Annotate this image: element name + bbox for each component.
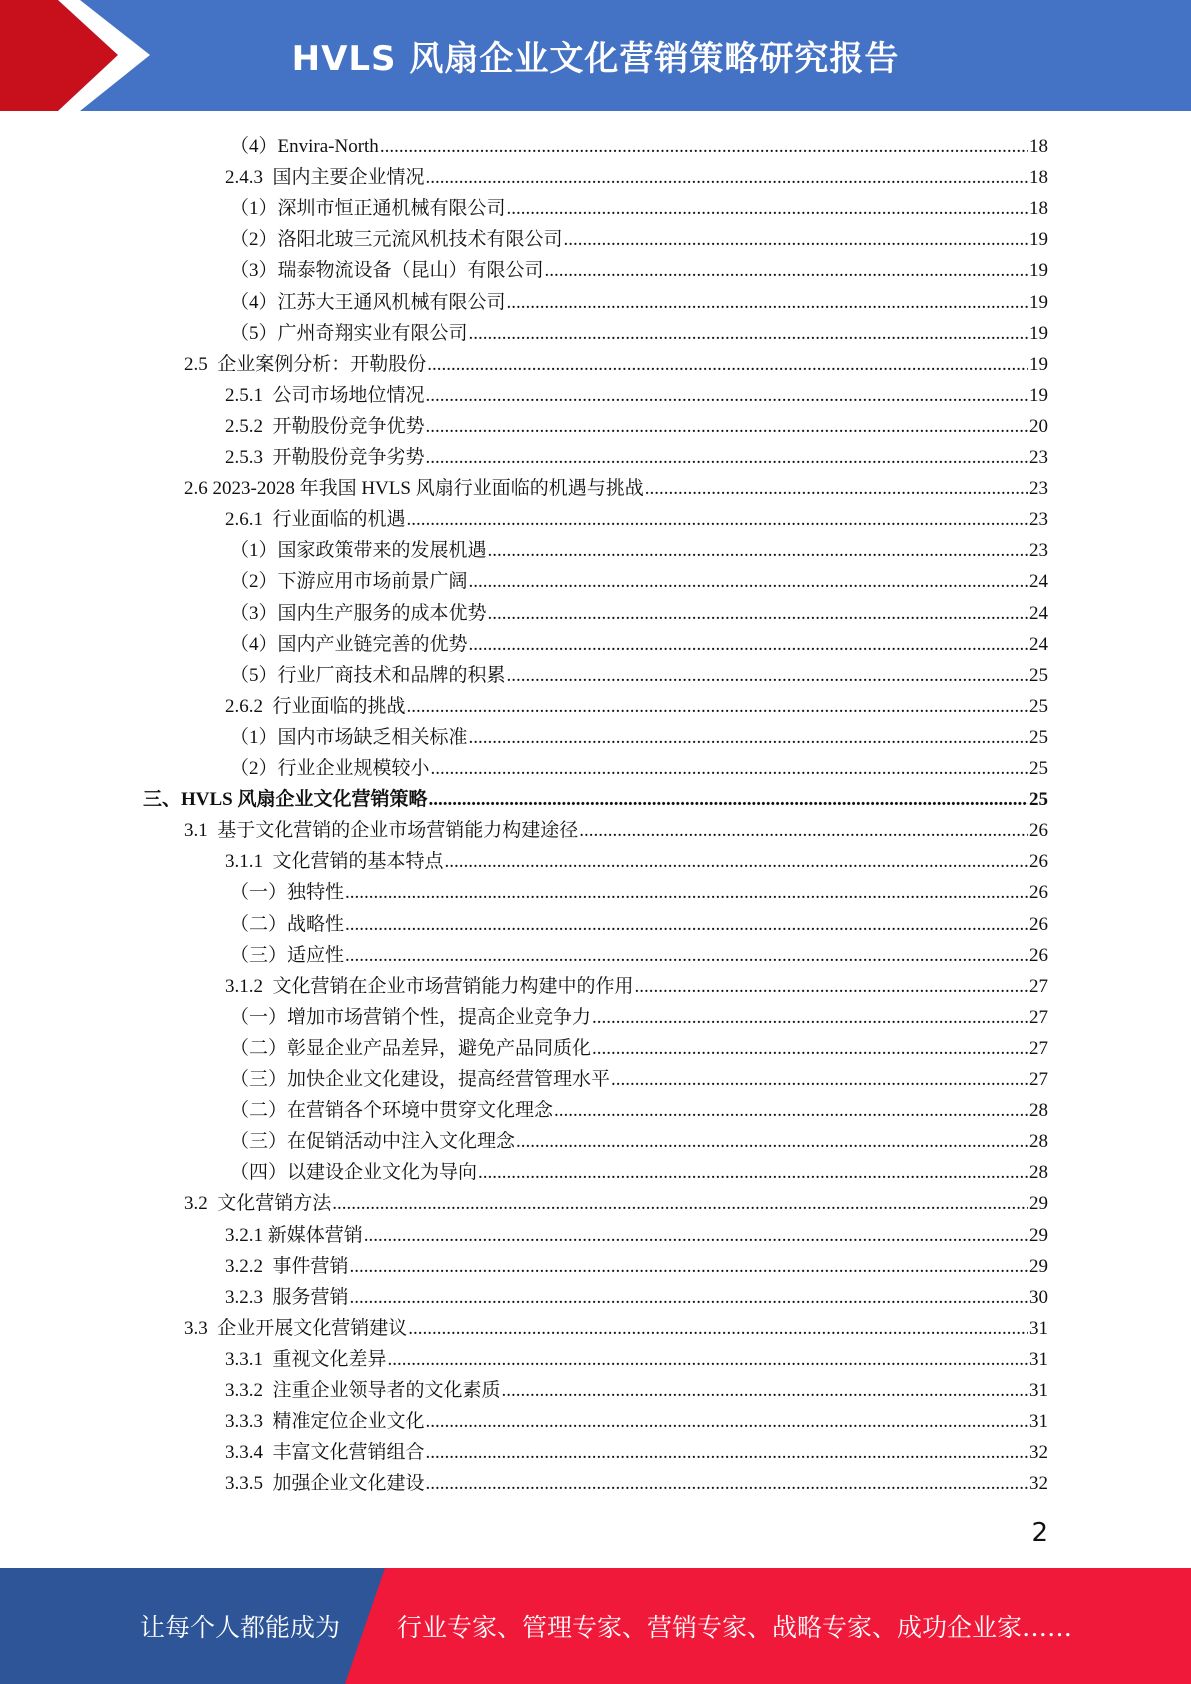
- toc-entry-label: 3.2.2 事件营销: [225, 1255, 349, 1277]
- toc-dot-leader: [445, 850, 1028, 874]
- toc-entry-page: 28: [1029, 1162, 1048, 1184]
- toc-entry-label: 2.6.2 行业面临的挑战: [225, 695, 406, 717]
- toc-entry-label: （三）适应性: [230, 944, 345, 966]
- toc-dot-leader: [564, 228, 1028, 252]
- toc-entry-page: 31: [1029, 1317, 1048, 1339]
- toc-entry[interactable]: [230, 315, 1048, 346]
- toc-entry[interactable]: [225, 1372, 1048, 1403]
- toc-entry-label: 2.5.2 开勒股份竞争优势: [225, 415, 425, 437]
- toc-entry-label: （1）国家政策带来的发展机遇: [230, 540, 487, 562]
- toc-entry-page: 26: [1029, 913, 1048, 935]
- toc-entry[interactable]: [225, 1248, 1048, 1279]
- toc-dot-leader: [345, 881, 1028, 905]
- toc-entry[interactable]: [230, 874, 1048, 905]
- toc-entry-page: 27: [1029, 1037, 1048, 1059]
- toc-dot-leader: [488, 539, 1028, 563]
- toc-entry[interactable]: [225, 377, 1048, 408]
- toc-dot-leader: [408, 1317, 1028, 1341]
- toc-entry-label: 3.2 文化营销方法: [184, 1193, 332, 1215]
- toc-entry[interactable]: [230, 532, 1048, 563]
- toc-dot-leader: [507, 664, 1028, 688]
- toc-entry-page: 27: [1029, 975, 1048, 997]
- toc-entry[interactable]: [230, 906, 1048, 937]
- footer-slogan-left: 让每个人都能成为: [140, 1613, 341, 1642]
- toc-entry-label: （二）彰显企业产品差异，避免产品同质化: [230, 1037, 592, 1059]
- toc-entry-page: 28: [1029, 1100, 1048, 1122]
- toc-entry-label: （1）深圳市恒正通机械有限公司: [230, 198, 506, 220]
- toc-entry-page: 24: [1029, 602, 1048, 624]
- toc-entry-label: 3.3.3 精准定位企业文化: [225, 1411, 425, 1433]
- toc-dot-leader: [469, 726, 1028, 750]
- toc-dot-leader: [426, 1441, 1028, 1465]
- toc-dot-leader: [426, 166, 1028, 190]
- toc-entry-label: （一）独特性: [230, 882, 345, 904]
- toc-dot-leader: [431, 757, 1028, 781]
- toc-entry-label: （2）洛阳北玻三元流风机技术有限公司: [230, 229, 563, 251]
- report-title: HVLS 风扇企业文化营销策略研究报告: [291, 39, 900, 79]
- toc-entry[interactable]: [230, 1092, 1048, 1123]
- toc-entry-page: 26: [1029, 851, 1048, 873]
- toc-entry-label: 2.5 企业案例分析：开勒股份: [184, 353, 427, 375]
- toc-entry-label: （3）国内生产服务的成本优势: [230, 602, 487, 624]
- toc-entry-label: 2.6 2023-2028 年我国 HVLS 风扇行业面临的机遇与挑战: [184, 478, 644, 500]
- toc-entry-label: 三、HVLS 风扇企业文化营销策略: [143, 789, 428, 811]
- toc-entry[interactable]: [225, 843, 1048, 874]
- toc-entry-page: 19: [1029, 229, 1048, 251]
- toc-dot-leader: [635, 975, 1028, 999]
- toc-entry[interactable]: [143, 781, 1048, 812]
- toc-entry-page: 29: [1029, 1193, 1048, 1215]
- toc-entry-page: 18: [1029, 167, 1048, 189]
- toc-dot-leader: [427, 353, 1028, 377]
- toc-entry-page: 31: [1029, 1348, 1048, 1370]
- toc-entry[interactable]: [230, 1123, 1048, 1154]
- toc-entry[interactable]: [230, 128, 1048, 159]
- toc-entry[interactable]: [225, 439, 1048, 470]
- toc-dot-leader: [478, 1161, 1028, 1185]
- toc-entry-page: 30: [1029, 1286, 1048, 1308]
- toc-dot-leader: [545, 259, 1028, 283]
- toc-dot-leader: [426, 384, 1028, 408]
- toc-dot-leader: [426, 1472, 1028, 1496]
- toc-entry-label: （四）以建设企业文化为导向: [230, 1162, 478, 1184]
- toc-entry[interactable]: [230, 937, 1048, 968]
- toc-entry-label: （一）增加市场营销个性，提高企业竞争力: [230, 1006, 592, 1028]
- toc-entry-label: 3.2.1 新媒体营销: [225, 1224, 363, 1246]
- toc-dot-leader: [469, 570, 1028, 594]
- toc-entry[interactable]: [184, 346, 1048, 377]
- toc-entry[interactable]: [225, 968, 1048, 999]
- toc-dot-leader: [388, 1348, 1028, 1372]
- toc-dot-leader: [426, 415, 1028, 439]
- toc-entry[interactable]: [225, 1434, 1048, 1465]
- toc-entry-label: （5）行业厂商技术和品牌的积累: [230, 664, 506, 686]
- toc-entry-page: 23: [1029, 447, 1048, 468]
- toc-dot-leader: [507, 197, 1028, 221]
- toc-entry-page: 26: [1029, 944, 1048, 966]
- toc-entry[interactable]: [184, 470, 1048, 501]
- toc-entry-page: 26: [1029, 882, 1048, 904]
- page-header: [0, 0, 1191, 111]
- toc-entry-label: 2.4.3 国内主要企业情况: [225, 167, 425, 189]
- toc-dot-leader: [345, 913, 1028, 937]
- toc-dot-leader: [592, 1006, 1028, 1030]
- toc-entry-label: （4）江苏大王通风机械有限公司: [230, 291, 506, 313]
- toc-entry[interactable]: [225, 1465, 1048, 1496]
- toc-dot-leader: [350, 1255, 1028, 1279]
- toc-entry-page: 31: [1029, 1411, 1048, 1433]
- toc-entry-page: 24: [1029, 633, 1048, 655]
- toc-entry-label: （三）在促销活动中注入文化理念: [230, 1131, 516, 1153]
- toc-entry[interactable]: [230, 563, 1048, 594]
- toc-entry-label: （4）国内产业链完善的优势: [230, 633, 468, 655]
- toc-entry-page: 19: [1029, 353, 1048, 375]
- toc-entry-page: 18: [1029, 136, 1048, 157]
- toc-dot-leader: [611, 1068, 1028, 1092]
- toc-entry[interactable]: [184, 812, 1048, 843]
- toc-entry-page: 24: [1029, 571, 1048, 593]
- toc-dot-leader: [579, 819, 1028, 843]
- toc-entry-label: 3.3.1 重视文化差异: [225, 1348, 387, 1370]
- toc-entry-label: （二）战略性: [230, 913, 345, 935]
- toc-entry[interactable]: [230, 1030, 1048, 1061]
- toc-dot-leader: [645, 477, 1028, 501]
- toc-entry[interactable]: [230, 252, 1048, 283]
- toc-entry-label: 3.1.1 文化营销的基本特点: [225, 851, 444, 873]
- page-footer: [0, 1568, 1191, 1684]
- toc-entry-page: 19: [1029, 260, 1048, 282]
- toc-entry-label: （二）在营销各个环境中贯穿文化理念: [230, 1100, 554, 1122]
- toc-entry-label: （1）国内市场缺乏相关标准: [230, 726, 468, 748]
- toc-dot-leader: [592, 1037, 1028, 1061]
- toc-dot-leader: [426, 446, 1028, 470]
- toc-entry-page: 25: [1029, 789, 1048, 811]
- toc-entry-label: 3.3.4 丰富文化营销组合: [225, 1442, 425, 1464]
- toc-entry-page: 26: [1029, 820, 1048, 842]
- toc-entry[interactable]: [230, 595, 1048, 626]
- toc-entry-page: 25: [1029, 726, 1048, 748]
- toc-entry-page: 25: [1029, 664, 1048, 686]
- toc-entry-label: （三）加快企业文化建设，提高经营管理水平: [230, 1069, 611, 1090]
- toc-entry[interactable]: [225, 688, 1048, 719]
- toc-entry-label: 3.3.5 加强企业文化建设: [225, 1473, 425, 1495]
- toc-dot-leader: [407, 508, 1028, 532]
- toc-dot-leader: [469, 322, 1028, 346]
- toc-dot-leader: [364, 1224, 1028, 1248]
- toc-entry-page: 19: [1029, 384, 1048, 406]
- toc-entry-page: 31: [1029, 1380, 1048, 1401]
- toc-entry-page: 23: [1029, 540, 1048, 562]
- toc-entry[interactable]: [225, 159, 1048, 190]
- toc-entry[interactable]: [225, 501, 1048, 532]
- toc-dot-leader: [332, 1192, 1028, 1216]
- toc-dot-leader: [426, 1410, 1028, 1434]
- toc-dot-leader: [429, 788, 1029, 812]
- toc-entry[interactable]: [230, 284, 1048, 315]
- toc-entry-page: 32: [1029, 1473, 1048, 1495]
- toc-entry-page: 18: [1029, 198, 1048, 220]
- toc-dot-leader: [516, 1130, 1028, 1154]
- toc-entry[interactable]: [230, 221, 1048, 252]
- toc-entry[interactable]: [230, 626, 1048, 657]
- toc-entry-page: 25: [1029, 695, 1048, 717]
- toc-entry-page: 32: [1029, 1442, 1048, 1464]
- toc-dot-leader: [407, 695, 1028, 719]
- toc-entry-page: 28: [1029, 1131, 1048, 1153]
- page-number: 2: [1031, 1518, 1048, 1548]
- toc-entry[interactable]: [225, 1341, 1048, 1372]
- toc-entry-label: 2.5.3 开勒股份竞争劣势: [225, 447, 425, 468]
- toc-entry-label: （2）下游应用市场前景广阔: [230, 571, 468, 593]
- toc-entry[interactable]: [230, 999, 1048, 1030]
- toc-entry-page: 23: [1029, 509, 1048, 531]
- toc-entry-page: 25: [1029, 758, 1048, 779]
- toc-entry[interactable]: [225, 408, 1048, 439]
- toc-entry-label: （3）瑞泰物流设备（昆山）有限公司: [230, 260, 544, 282]
- toc-entry[interactable]: [230, 1154, 1048, 1185]
- toc-dot-leader: [502, 1379, 1028, 1403]
- toc-entry-label: 3.3.2 注重企业领导者的文化素质: [225, 1380, 501, 1401]
- toc-dot-leader: [350, 1286, 1028, 1310]
- toc-entry[interactable]: [225, 1403, 1048, 1434]
- footer-slogan-right: 行业专家、管理专家、营销专家、战略专家、成功企业家……: [397, 1613, 1073, 1642]
- toc-entry-label: 3.2.3 服务营销: [225, 1286, 349, 1308]
- toc-entry-page: 29: [1029, 1224, 1048, 1246]
- toc-dot-leader: [488, 602, 1028, 626]
- toc-entry-page: 19: [1029, 322, 1048, 344]
- toc-entry-page: 27: [1029, 1069, 1048, 1090]
- toc-dot-leader: [554, 1099, 1028, 1123]
- toc-entry-label: （5）广州奇翔实业有限公司: [230, 322, 468, 344]
- toc-dot-leader: [469, 633, 1028, 657]
- toc-entry[interactable]: [184, 1310, 1048, 1341]
- toc-entry[interactable]: [230, 719, 1048, 750]
- toc-entry-label: （4）Envira-North: [230, 136, 379, 157]
- toc-entry[interactable]: [184, 1185, 1048, 1216]
- toc-entry-page: 29: [1029, 1255, 1048, 1277]
- toc-entry-label: 2.5.1 公司市场地位情况: [225, 384, 425, 406]
- toc-dot-leader: [507, 291, 1028, 315]
- toc-entry[interactable]: [230, 750, 1048, 781]
- toc-entry[interactable]: [230, 657, 1048, 688]
- toc-entry-page: 27: [1029, 1006, 1048, 1028]
- toc-entry-label: 3.1.2 文化营销在企业市场营销能力构建中的作用: [225, 975, 634, 997]
- toc-dot-leader: [380, 135, 1028, 159]
- toc-entry[interactable]: [230, 190, 1048, 221]
- toc-entry[interactable]: [230, 1061, 1048, 1092]
- toc-entry-label: 3.3 企业开展文化营销建议: [184, 1317, 408, 1339]
- toc-entry-label: （2）行业企业规模较小: [230, 758, 430, 779]
- toc-entry-label: 2.6.1 行业面临的机遇: [225, 509, 406, 531]
- toc-entry-page: 23: [1029, 478, 1048, 500]
- toc-entry[interactable]: [225, 1217, 1048, 1248]
- toc-dot-leader: [345, 944, 1028, 968]
- toc-entry-label: 3.1 基于文化营销的企业市场营销能力构建途径: [184, 820, 579, 842]
- toc-entry[interactable]: [225, 1279, 1048, 1310]
- toc-entry-page: 19: [1029, 291, 1048, 313]
- toc-entry-page: 20: [1029, 415, 1048, 437]
